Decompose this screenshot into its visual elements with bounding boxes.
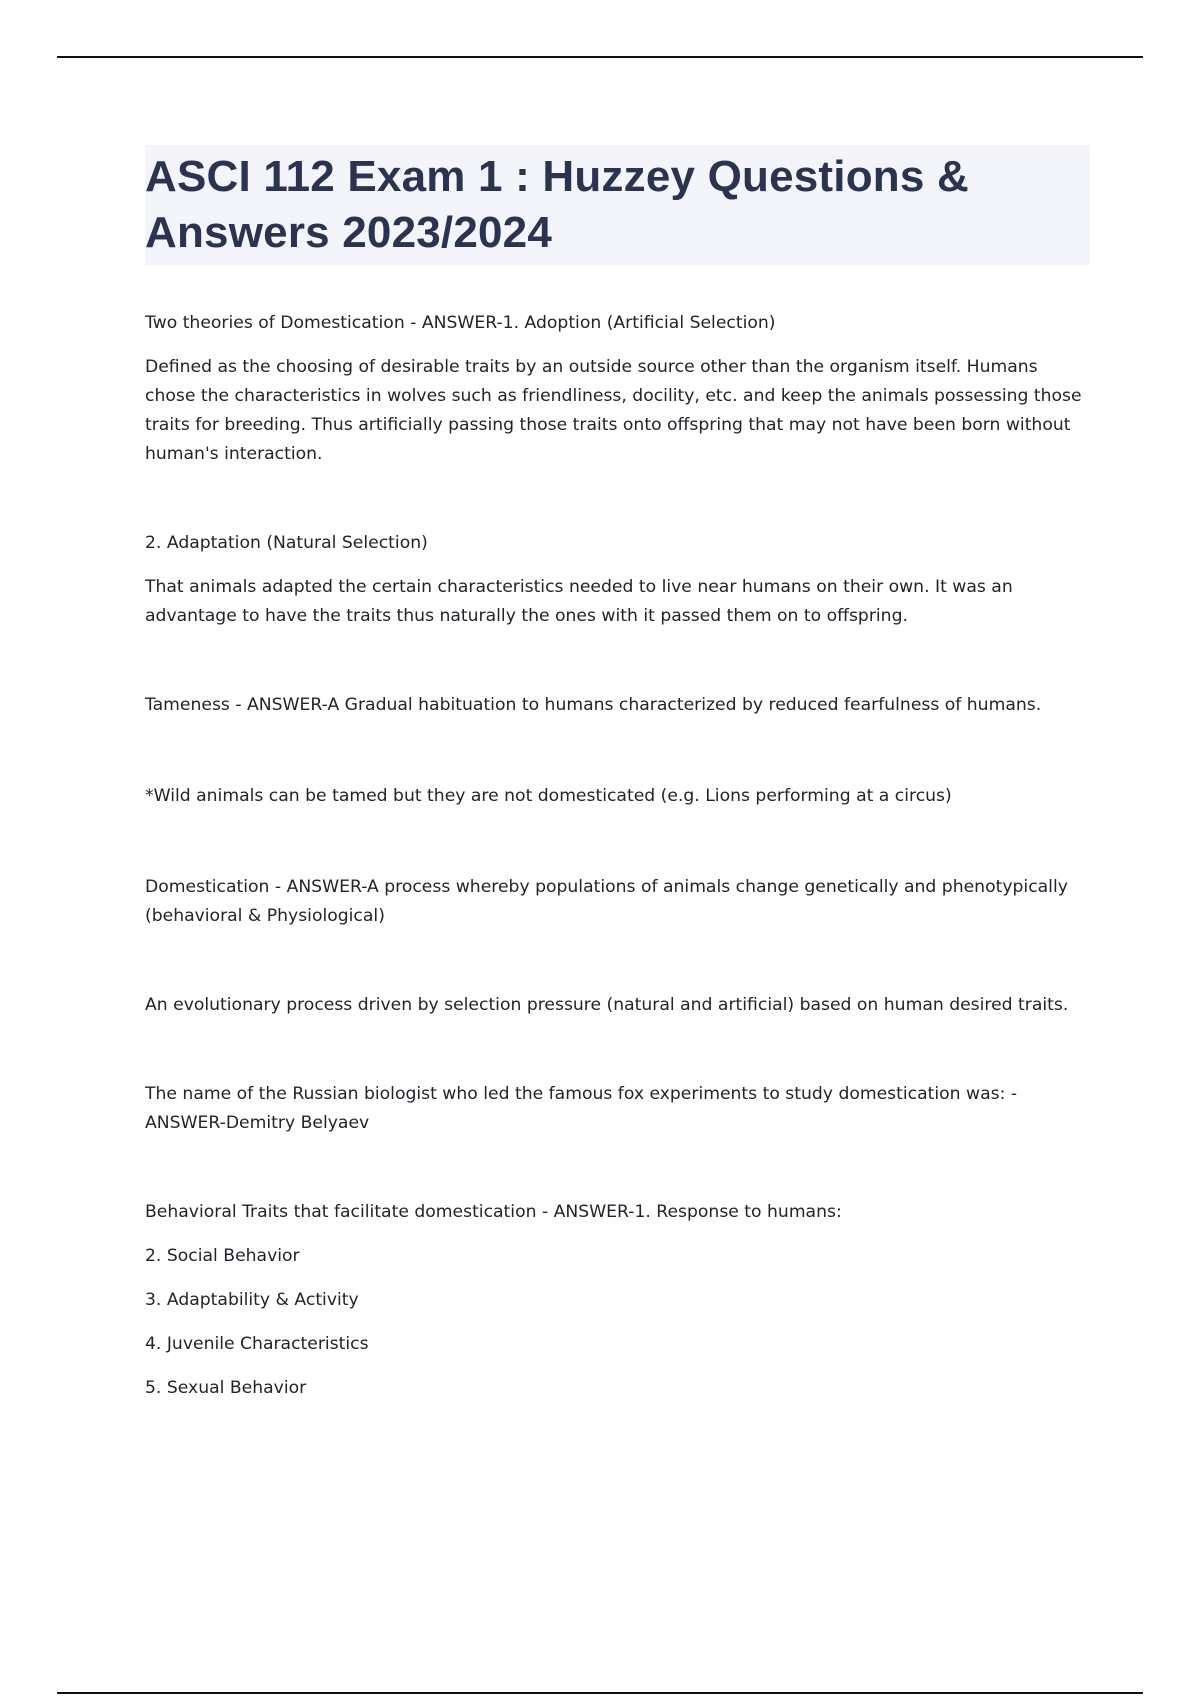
- footer-rule: [57, 1692, 1143, 1694]
- document-page: [145, 145, 1090, 1403]
- list-item: 5. Sexual Behavior: [145, 1378, 307, 1398]
- paragraph: An evolutionary process driven by selection pressure (natural and artificial) based on human desired traits.: [145, 995, 1069, 1015]
- paragraph: Domestication - ANSWER-A process whereby populations of animals change genetically and phenotypically (behavioral & Physiological): [145, 877, 1068, 926]
- paragraph: *Wild animals can be tamed but they are not domesticated (e.g. Lions performing at a circus): [145, 786, 952, 806]
- title-banner: [145, 145, 1090, 265]
- paragraph: Two theories of Domestication - ANSWER-1. Adoption (Artificial Selection): [145, 313, 776, 333]
- paragraph: That animals adapted the certain characteristics needed to live near humans on their own. It was an advantage to have the traits thus naturally the ones with it passed them on to offspring.: [145, 577, 1013, 626]
- paragraph: 2. Adaptation (Natural Selection): [145, 533, 428, 553]
- list-item: 2. Social Behavior: [145, 1246, 300, 1266]
- paragraph: Behavioral Traits that facilitate domestication - ANSWER-1. Response to humans:: [145, 1202, 842, 1222]
- document-body: [145, 309, 1090, 1403]
- list-item: 4. Juvenile Characteristics: [145, 1334, 369, 1354]
- header-rule: [57, 56, 1143, 58]
- list-item: 3. Adaptability & Activity: [145, 1290, 359, 1310]
- paragraph: The name of the Russian biologist who led the famous fox experiments to study domestication was: - ANSWER-Demitry Belyaev: [145, 1084, 1018, 1133]
- document-title: ASCI 112 Exam 1 : Huzzey Questions & Answers 2023/2024: [145, 152, 969, 257]
- paragraph: Defined as the choosing of desirable traits by an outside source other than the organism itself. Humans chose the characteristics in wolves such as friendliness, docility, etc. and keep the animals possessing those traits for breeding. Thus artificially passing those traits onto offspring that may not have been born without human's interaction.: [145, 357, 1082, 464]
- paragraph: Tameness - ANSWER-A Gradual habituation to humans characterized by reduced fearfulness of humans.: [145, 695, 1042, 715]
